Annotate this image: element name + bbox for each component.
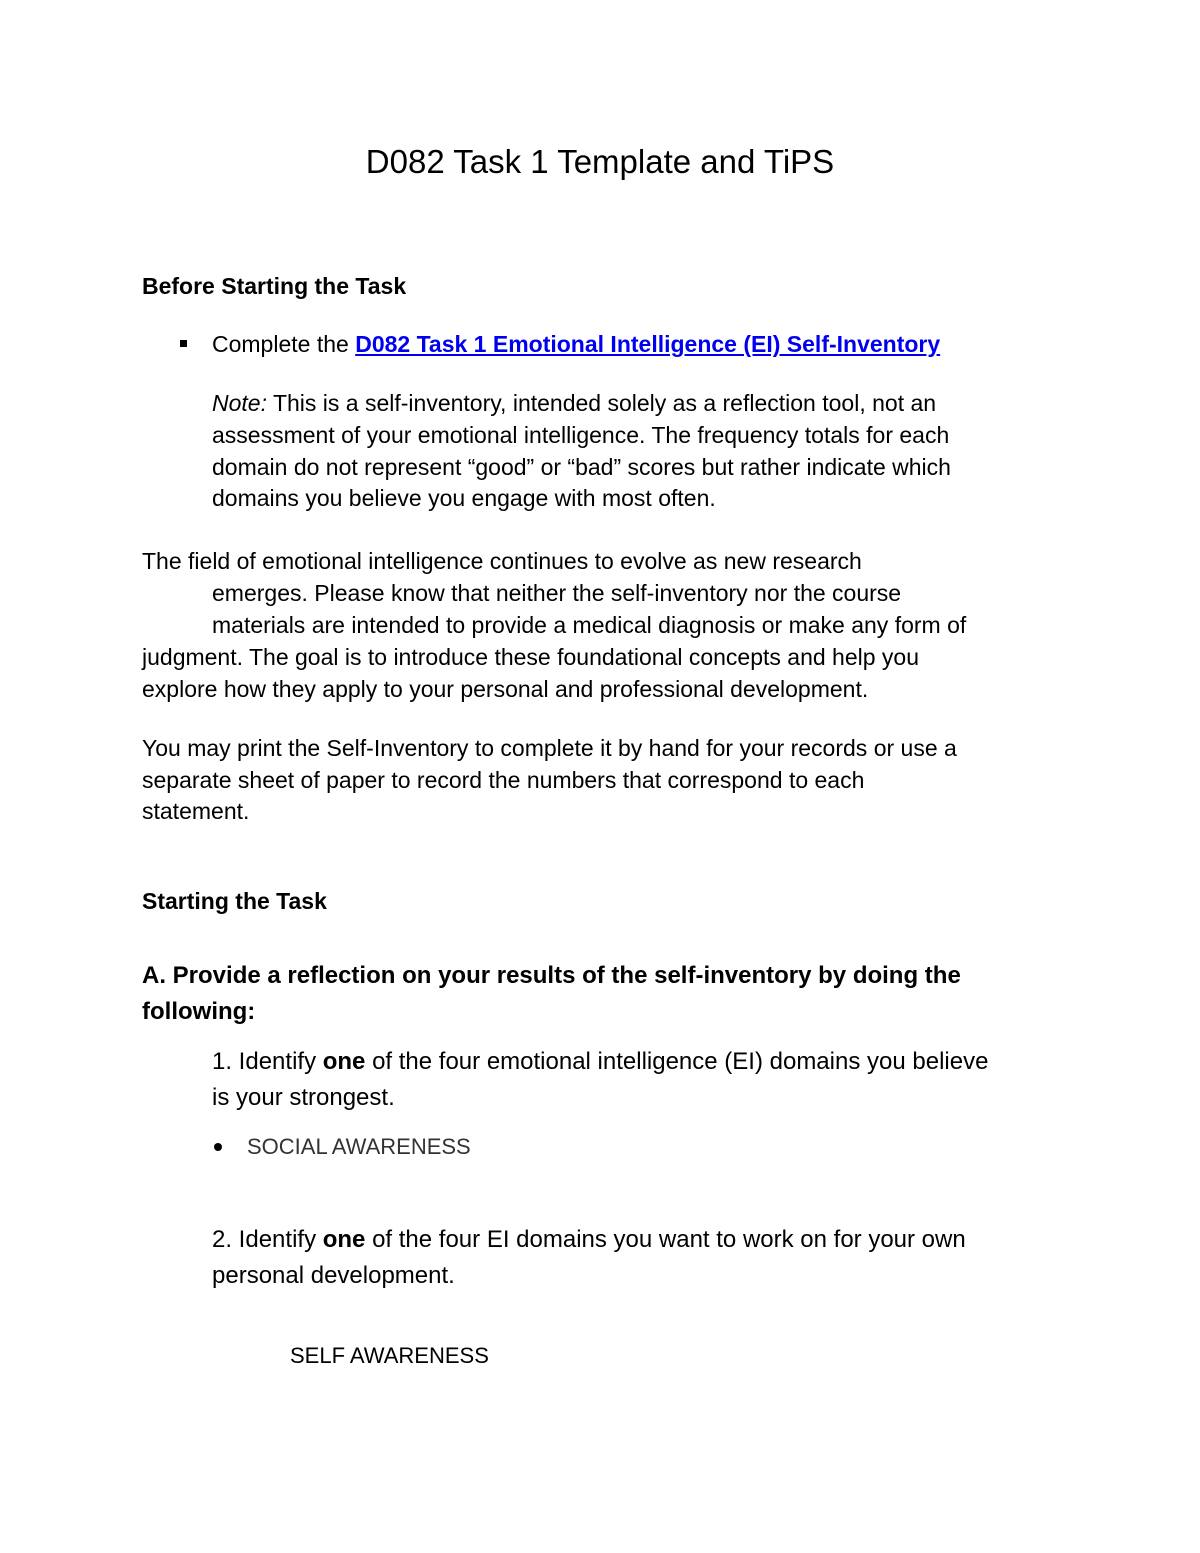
round-bullet-icon [214, 1143, 222, 1151]
note-line-3: domain do not represent “good” or “bad” scores but rather indicate which [212, 454, 951, 480]
task-a-label: A. [142, 962, 166, 989]
item2-line-1 [212, 1223, 966, 1257]
para1-line-1: The field of emotional intelligence continues to evolve as new research [142, 548, 862, 574]
para1-line-5: explore how they apply to your personal and professional development. [142, 676, 869, 702]
answer-development-domain: SELF AWARENESS [290, 1343, 489, 1368]
para2-line-1: You may print the Self-Inventory to complete it by hand for your records or use a [142, 735, 957, 761]
item1-line-2: is your strongest. [212, 1084, 395, 1111]
note-line-2: assessment of your emotional intelligence. The frequency totals for each [212, 422, 950, 448]
document-title: D082 Task 1 Template and TiPS [365, 143, 835, 180]
answer-strongest-domain: SOCIAL AWARENESS [247, 1134, 471, 1159]
para1-line-4: judgment. The goal is to introduce these foundational concepts and help you [142, 644, 920, 670]
item2-post: of the four EI domains you want to work on for your own [365, 1226, 966, 1253]
item2-line-2: personal development. [212, 1262, 455, 1289]
task-a-text: Provide a reflection on your results of the self-inventory by doing the [166, 962, 961, 989]
section-heading-starting: Starting the Task [142, 888, 327, 914]
para1-line-3: materials are intended to provide a medical diagnosis or make any form of [212, 612, 967, 638]
item1-post: of the four emotional intelligence (EI) domains you believe [365, 1048, 989, 1075]
item1-emphasis: one [322, 1048, 366, 1075]
item1-pre: 1. Identify [212, 1048, 323, 1075]
item2-pre: 2. Identify [212, 1226, 323, 1253]
task-a-heading-line-2: following: [142, 998, 256, 1025]
bullet-item-complete [212, 328, 940, 360]
note-label: Note: [212, 390, 267, 416]
note-line-4: domains you believe you engage with most often. [212, 485, 716, 511]
section-heading-before: Before Starting the Task [142, 273, 407, 299]
para1-line-2: emerges. Please know that neither the self-inventory nor the course [212, 580, 902, 606]
self-inventory-link[interactable]: D082 Task 1 Emotional Intelligence (EI) Self-Inventory [355, 331, 941, 357]
task-a-heading-line-1 [142, 958, 961, 994]
note-text-1: This is a self-inventory, intended solely as a reflection tool, not an [266, 390, 937, 416]
bullet-prefix-text: Complete the [212, 331, 356, 357]
item1-line-1 [212, 1045, 988, 1079]
item2-emphasis: one [322, 1226, 366, 1253]
para2-line-3: statement. [142, 798, 250, 824]
square-bullet-icon [180, 340, 187, 347]
para2-line-2: separate sheet of paper to record the numbers that correspond to each [142, 767, 865, 793]
note-line-1 [212, 387, 936, 419]
